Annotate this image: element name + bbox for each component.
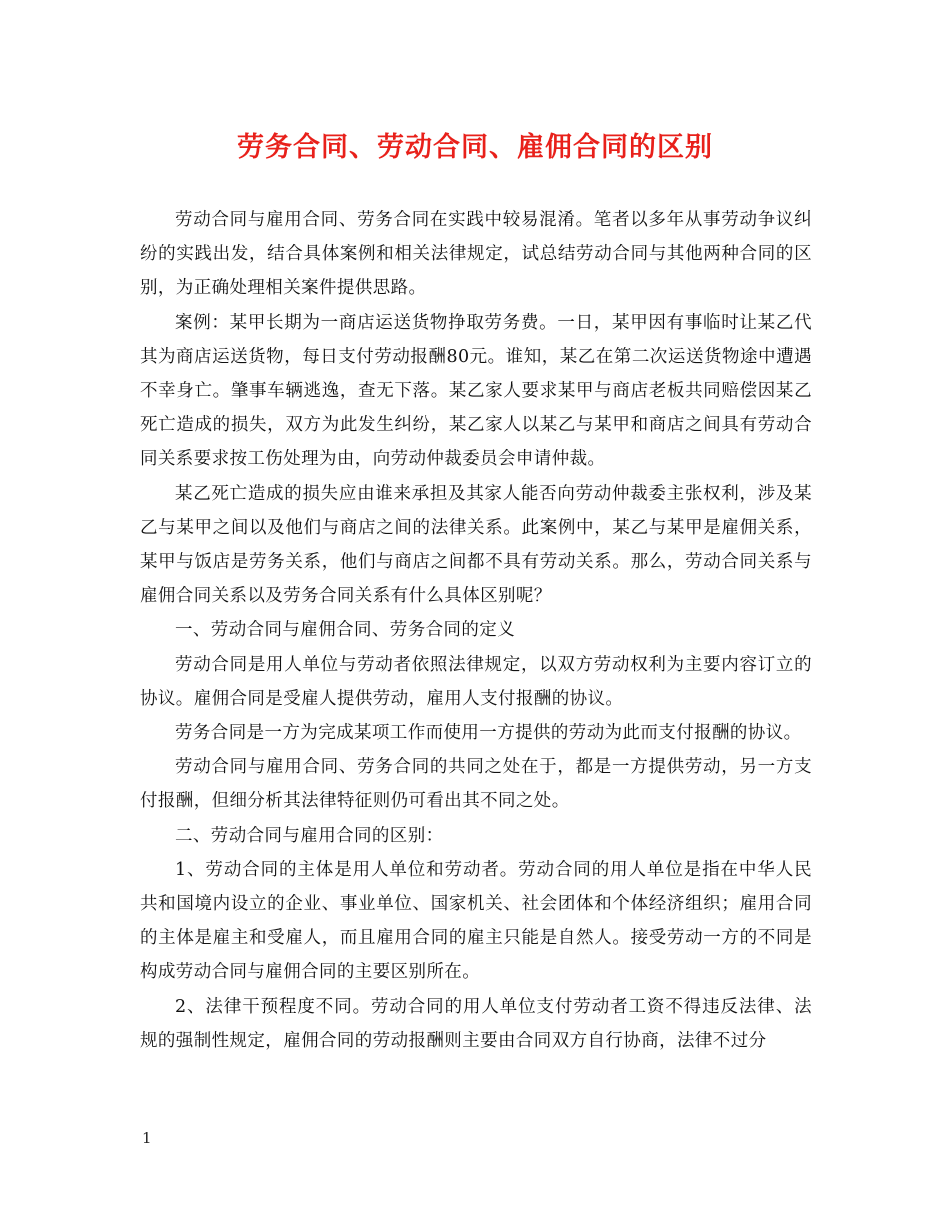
paragraph: 案例：某甲长期为一商店运送货物挣取劳务费。一日，某甲因有事临时让某乙代其为商店运送货物，每日支付劳动报酬80元。谁知，某乙在第二次运送货物途中遭遇不幸身亡。肇事车辆逃逸，查无下落。某乙家人要求某甲与商店老板共同赔偿因某乙死亡造成的损失，双方为此发生纠纷，某乙家人以某乙与某甲和商店之间具有劳动合同关系要求按工伤处理为由，向劳动仲裁委员会申请仲裁。 — [140, 312, 812, 470]
document-title: 劳务合同、劳动合同、雇佣合同的区别 — [237, 132, 713, 163]
paragraph: 劳动合同与雇用合同、劳务合同的共同之处在于，都是一方提供劳动，另一方支付报酬，但细分析其法律特征则仍可看出其不同之处。 — [140, 757, 812, 812]
paragraph: 劳务合同是一方为完成某项工作而使用一方提供的劳动为此而支付报酬的协议。 — [175, 723, 802, 744]
paragraph: 1、劳动合同的主体是用人单位和劳动者。劳动合同的用人单位是指在中华人民共和国境内设立的企业、事业单位、国家机关、社会团体和个体经济组织；雇用合同的主体是雇主和受雇人，而且雇用合同的雇主只能是自然人。接受劳动一方的不同是构成劳动合同与雇佣合同的主要区别所在。 — [140, 859, 812, 983]
page-number: 1 — [142, 1129, 152, 1147]
section-heading: 二、劳动合同与雇用合同的区别： — [175, 825, 444, 846]
document-body — [140, 203, 812, 1058]
paragraph: 劳动合同与雇用合同、劳务合同在实践中较易混淆。笔者以多年从事劳动争议纠纷的实践出发，结合具体案例和相关法律规定，试总结劳动合同与其他两种合同的区别，为正确处理相关案件提供思路。 — [140, 210, 812, 299]
paragraph: 2、法律干预程度不同。劳动合同的用人单位支付劳动者工资不得违反法律、法规的强制性规定，雇佣合同的劳动报酬则主要由合同双方自行协商，法律不过分 — [140, 996, 812, 1051]
section-heading: 一、劳动合同与雇佣合同、劳务合同的定义 — [175, 620, 516, 641]
paragraph: 劳动合同是用人单位与劳动者依照法律规定，以双方劳动权利为主要内容订立的协议。雇佣合同是受雇人提供劳动，雇用人支付报酬的协议。 — [140, 654, 812, 709]
paragraph: 某乙死亡造成的损失应由谁来承担及其家人能否向劳动仲裁委主张权利，涉及某乙与某甲之间以及他们与商店之间的法律关系。此案例中，某乙与某甲是雇佣关系，某甲与饭店是劳务关系，他们与商店之间都不具有劳动关系。那么，劳动合同关系与雇佣合同关系以及劳务合同关系有什么具体区别呢？ — [140, 483, 812, 607]
